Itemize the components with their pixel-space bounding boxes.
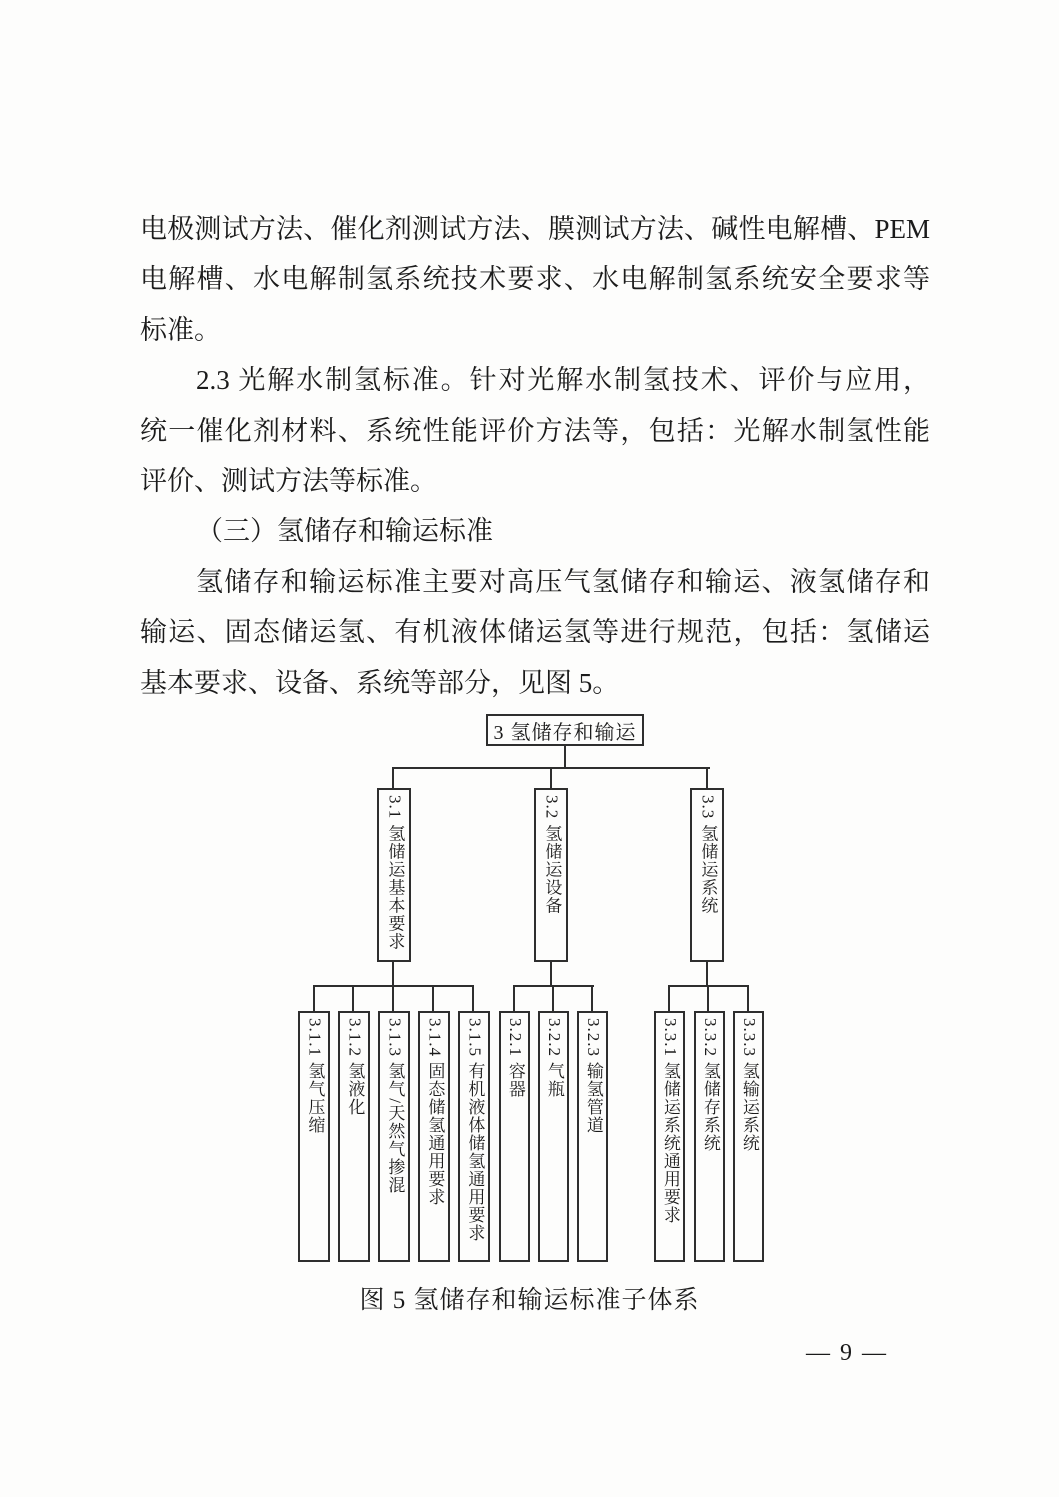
- org-node-3-3-3-label: 3.3.3 氢输运系统: [739, 1018, 759, 1153]
- connector-drop-3-1-2: [352, 985, 354, 1011]
- body-line: 电解槽、水电解制氢系统技术要求、水电解制氢系统安全要求等: [140, 264, 930, 295]
- body-line: 基本要求、设备、系统等部分，见图 5。: [140, 667, 620, 698]
- org-node-3-3-1-label: 3.3.1 氢储运系统通用要求: [660, 1018, 680, 1225]
- org-node-3-1-2-label: 3.1.2 氢液化: [345, 1018, 365, 1117]
- body-line: 标准。: [140, 314, 221, 345]
- connector-drop-3-3: [706, 767, 708, 788]
- org-node-root-label: 3 氢储存和输运: [493, 721, 637, 744]
- org-node-3-3-2-label: 3.3.2 氢储存系统: [700, 1018, 720, 1153]
- page-number: — 9 —: [806, 1340, 888, 1366]
- org-node-root: [486, 714, 644, 746]
- org-node-3-1-4-label: 3.1.4 固态储氢通用要求: [425, 1018, 445, 1207]
- connector-drop-3-3-3: [747, 985, 749, 1011]
- org-node-3-2: [534, 788, 568, 962]
- body-line: 统一催化剂材料、系统性能评价方法等，包括：光解水制氢性能: [140, 415, 930, 446]
- body-line: 评价、测试方法等标准。: [140, 465, 437, 496]
- org-node-3-3-1: [654, 1011, 685, 1262]
- connector-3-2-rail: [514, 985, 594, 987]
- connector-drop-3-1-4: [432, 985, 434, 1011]
- org-node-3-1-1-label: 3.1.1 氢气压缩: [305, 1018, 325, 1135]
- org-node-3-2-2: [538, 1011, 569, 1262]
- org-node-3-3-3: [733, 1011, 764, 1262]
- section-heading: （三）氢储存和输运标准: [196, 516, 493, 547]
- org-node-3-3-label: 3.3 氢储运系统: [698, 795, 718, 915]
- connector-drop-3-2-3: [591, 985, 593, 1011]
- figure-caption: 图 5 氢储存和输运标准子体系: [359, 1287, 700, 1314]
- connector-drop-3-1-3: [392, 985, 394, 1011]
- body-line: 电极测试方法、催化剂测试方法、膜测试方法、碱性电解槽、PEM: [140, 214, 930, 244]
- org-node-3-3: [690, 788, 724, 962]
- org-node-3-1-3-label: 3.1.3 氢气/天然气掺混: [385, 1018, 405, 1194]
- org-node-3-1-5: [458, 1011, 490, 1262]
- org-node-3-2-label: 3.2 氢储运设备: [542, 795, 562, 915]
- connector-drop-3-1: [392, 767, 394, 788]
- org-node-3-1-2: [338, 1011, 370, 1262]
- connector-drop-3-2-1: [513, 985, 515, 1011]
- connector-drop-3-1-1: [313, 985, 315, 1011]
- org-node-3-2-2-label: 3.2.2 气瓶: [544, 1018, 564, 1099]
- connector-3-1-stem: [392, 962, 394, 985]
- connector-3-2-stem: [550, 962, 552, 985]
- org-node-3-1-3: [378, 1011, 410, 1262]
- org-node-3-2-1-label: 3.2.1 容器: [505, 1018, 525, 1099]
- connector-drop-3-2: [550, 767, 552, 788]
- body-line: 氢储存和输运标准主要对高压气氢储存和输运、液氢储存和: [196, 566, 930, 597]
- connector-3-3-stem: [706, 962, 708, 985]
- org-node-3-3-2: [694, 1011, 725, 1262]
- connector-root-stem: [564, 746, 566, 768]
- org-node-3-1-1: [298, 1011, 330, 1262]
- org-node-3-2-1: [499, 1011, 530, 1262]
- connector-drop-3-3-1: [668, 985, 670, 1011]
- body-line: 输运、固态储运氢、有机液体储运氢等进行规范，包括：氢储运: [140, 617, 930, 648]
- org-node-3-1: [377, 788, 411, 962]
- org-node-3-2-3-label: 3.2.3 输氢管道: [583, 1018, 603, 1135]
- body-text-block: [140, 204, 930, 708]
- org-node-3-2-3: [577, 1011, 608, 1262]
- connector-3-3-rail: [669, 985, 749, 987]
- connector-drop-3-2-2: [552, 985, 554, 1011]
- connector-drop-3-1-5: [472, 985, 474, 1011]
- org-node-3-1-4: [418, 1011, 450, 1262]
- org-node-3-1-label: 3.1 氢储运基本要求: [385, 795, 405, 951]
- body-line: 2.3 光解水制氢标准。针对光解水制氢技术、评价与应用，: [196, 365, 930, 396]
- connector-drop-3-3-2: [707, 985, 709, 1011]
- org-node-3-1-5-label: 3.1.5 有机液体储氢通用要求: [465, 1018, 485, 1243]
